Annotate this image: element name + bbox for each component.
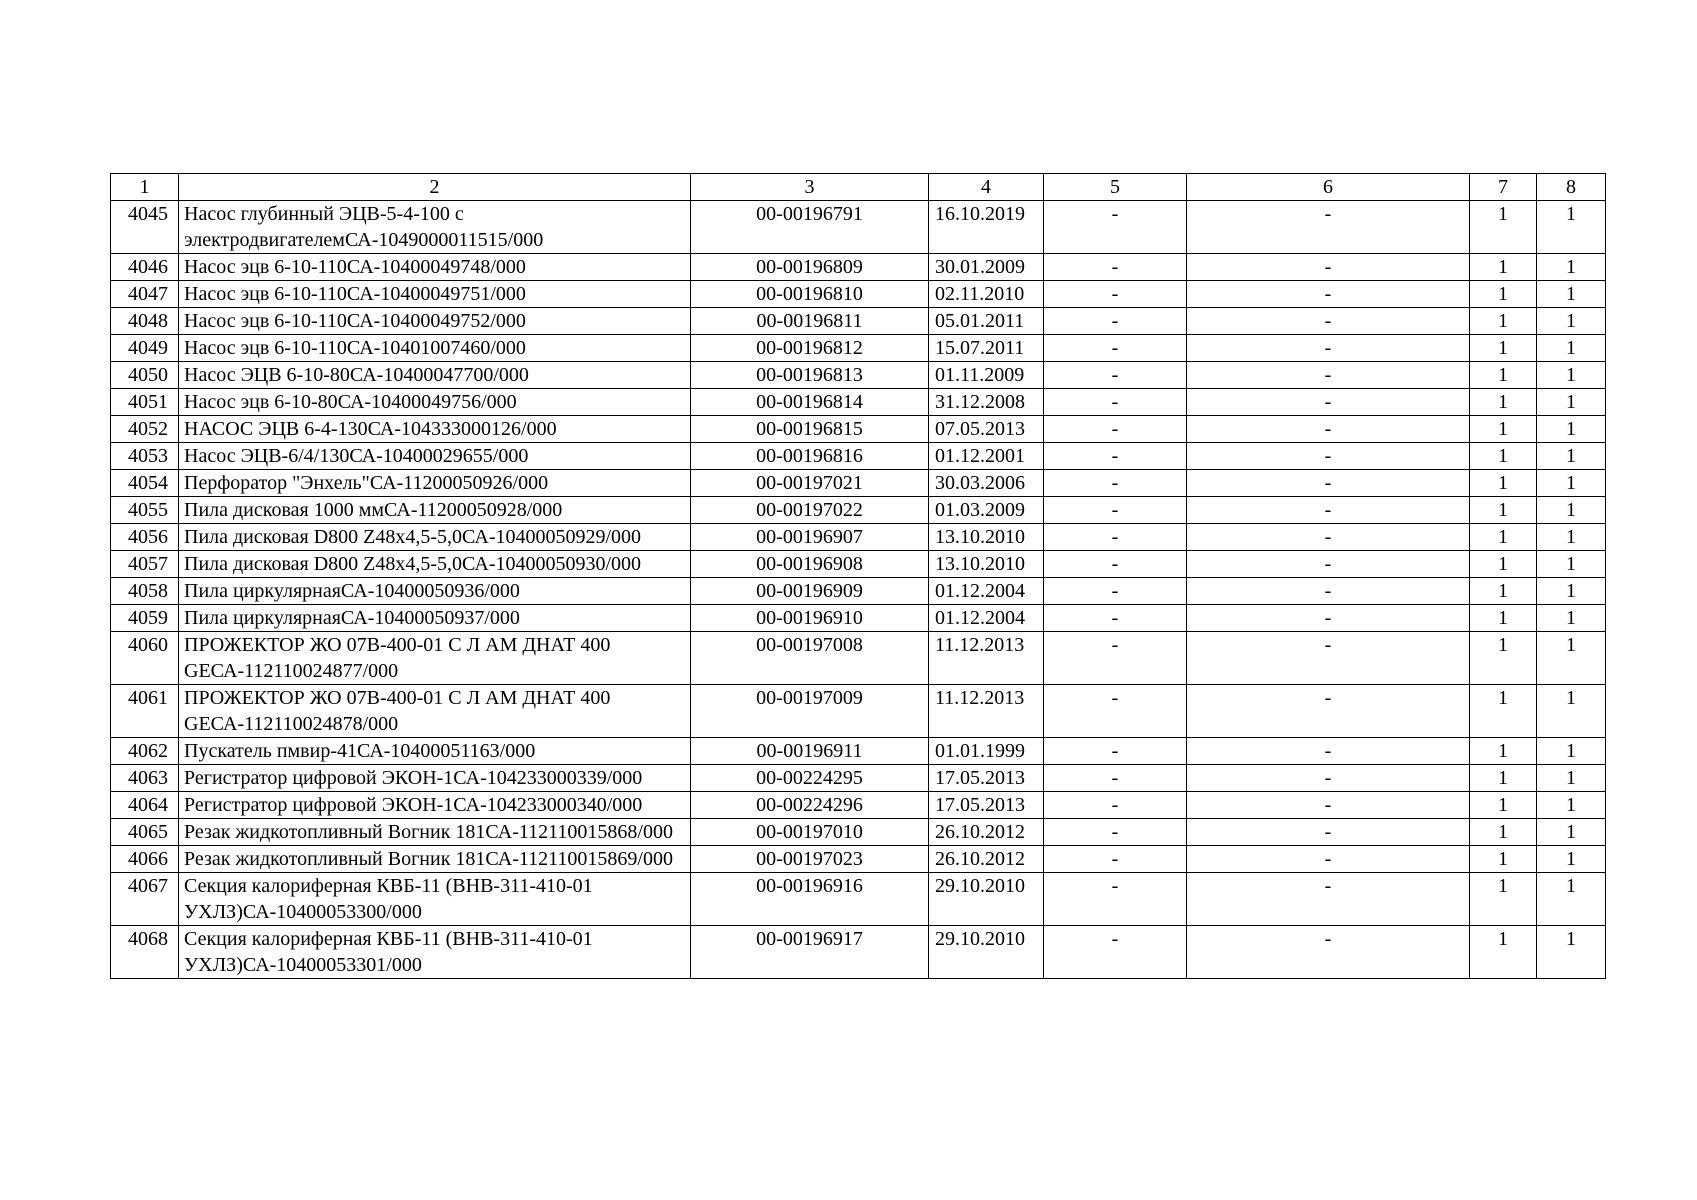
inventory-number-cell: 00-00197010	[691, 819, 929, 846]
inventory-number-cell: 00-00196814	[691, 389, 929, 416]
column-5-cell: -	[1044, 308, 1187, 335]
item-name-cell: Насос ЭЦВ-6/4/130СА-10400029655/000	[179, 443, 691, 470]
table-row	[111, 819, 1606, 846]
table-row	[111, 524, 1606, 551]
date-cell: 02.11.2010	[929, 281, 1044, 308]
column-5-cell: -	[1044, 362, 1187, 389]
date-cell: 16.10.2019	[929, 201, 1044, 254]
column-8-cell: 1	[1537, 926, 1606, 979]
column-header: 2	[179, 174, 691, 201]
column-5-cell: -	[1044, 738, 1187, 765]
column-5-cell: -	[1044, 632, 1187, 685]
row-number-cell: 4045	[111, 201, 179, 254]
column-8-cell: 1	[1537, 335, 1606, 362]
column-8-cell: 1	[1537, 416, 1606, 443]
row-number-cell: 4061	[111, 685, 179, 738]
column-5-cell: -	[1044, 873, 1187, 926]
item-name-cell: Регистратор цифровой ЭКОН-1СА-104233000340/000	[179, 792, 691, 819]
inventory-number-cell: 00-00196816	[691, 443, 929, 470]
row-number-cell: 4046	[111, 254, 179, 281]
row-number-cell: 4050	[111, 362, 179, 389]
column-8-cell: 1	[1537, 632, 1606, 685]
inventory-number-cell: 00-00196810	[691, 281, 929, 308]
item-name-cell: Пила циркулярнаяСА-10400050937/000	[179, 605, 691, 632]
column-6-cell: -	[1187, 819, 1470, 846]
item-name-cell: Регистратор цифровой ЭКОН-1СА-104233000339/000	[179, 765, 691, 792]
column-6-cell: -	[1187, 765, 1470, 792]
column-5-cell: -	[1044, 389, 1187, 416]
date-cell: 26.10.2012	[929, 846, 1044, 873]
column-7-cell: 1	[1470, 685, 1537, 738]
row-number-cell: 4068	[111, 926, 179, 979]
column-7-cell: 1	[1470, 846, 1537, 873]
column-7-cell: 1	[1470, 335, 1537, 362]
date-cell: 05.01.2011	[929, 308, 1044, 335]
column-7-cell: 1	[1470, 578, 1537, 605]
date-cell: 01.03.2009	[929, 497, 1044, 524]
header-row	[111, 174, 1606, 201]
column-6-cell: -	[1187, 846, 1470, 873]
row-number-cell: 4052	[111, 416, 179, 443]
item-name-cell: Пила циркулярнаяСА-10400050936/000	[179, 578, 691, 605]
date-cell: 13.10.2010	[929, 551, 1044, 578]
row-number-cell: 4056	[111, 524, 179, 551]
row-number-cell: 4055	[111, 497, 179, 524]
inventory-number-cell: 00-00196813	[691, 362, 929, 389]
row-number-cell: 4053	[111, 443, 179, 470]
item-name-cell: ПРОЖЕКТОР ЖО 07В-400-01 С Л АМ ДНАТ 400 GЕСА-112110024878/000	[179, 685, 691, 738]
column-6-cell: -	[1187, 335, 1470, 362]
date-cell: 11.12.2013	[929, 685, 1044, 738]
column-6-cell: -	[1187, 281, 1470, 308]
date-cell: 17.05.2013	[929, 792, 1044, 819]
item-name-cell: ПРОЖЕКТОР ЖО 07В-400-01 С Л АМ ДНАТ 400 GЕСА-112110024877/000	[179, 632, 691, 685]
inventory-number-cell: 00-00197009	[691, 685, 929, 738]
item-name-cell: Резак жидкотопливный Вогник 181СА-112110015869/000	[179, 846, 691, 873]
column-7-cell: 1	[1470, 738, 1537, 765]
column-6-cell: -	[1187, 470, 1470, 497]
column-8-cell: 1	[1537, 201, 1606, 254]
column-7-cell: 1	[1470, 308, 1537, 335]
column-6-cell: -	[1187, 443, 1470, 470]
column-6-cell: -	[1187, 926, 1470, 979]
column-7-cell: 1	[1470, 819, 1537, 846]
column-8-cell: 1	[1537, 605, 1606, 632]
column-5-cell: -	[1044, 819, 1187, 846]
column-7-cell: 1	[1470, 632, 1537, 685]
inventory-number-cell: 00-00196811	[691, 308, 929, 335]
inventory-number-cell: 00-00196917	[691, 926, 929, 979]
date-cell: 15.07.2011	[929, 335, 1044, 362]
item-name-cell: Секция калориферная КВБ-11 (ВНВ-311-410-01 УХЛЗ)СА-10400053300/000	[179, 873, 691, 926]
inventory-table	[110, 173, 1606, 979]
inventory-number-cell: 00-00196815	[691, 416, 929, 443]
column-5-cell: -	[1044, 335, 1187, 362]
row-number-cell: 4054	[111, 470, 179, 497]
column-8-cell: 1	[1537, 470, 1606, 497]
row-number-cell: 4051	[111, 389, 179, 416]
column-8-cell: 1	[1537, 873, 1606, 926]
table-row	[111, 632, 1606, 685]
item-name-cell: Насос эцв 6-10-80СА-10400049756/000	[179, 389, 691, 416]
column-6-cell: -	[1187, 578, 1470, 605]
column-7-cell: 1	[1470, 792, 1537, 819]
column-8-cell: 1	[1537, 362, 1606, 389]
column-7-cell: 1	[1470, 497, 1537, 524]
column-6-cell: -	[1187, 308, 1470, 335]
column-5-cell: -	[1044, 551, 1187, 578]
table-body	[111, 174, 1606, 979]
column-7-cell: 1	[1470, 443, 1537, 470]
date-cell: 07.05.2013	[929, 416, 1044, 443]
table-row	[111, 362, 1606, 389]
column-5-cell: -	[1044, 497, 1187, 524]
row-number-cell: 4059	[111, 605, 179, 632]
column-6-cell: -	[1187, 362, 1470, 389]
row-number-cell: 4066	[111, 846, 179, 873]
column-8-cell: 1	[1537, 497, 1606, 524]
column-5-cell: -	[1044, 846, 1187, 873]
column-5-cell: -	[1044, 926, 1187, 979]
column-8-cell: 1	[1537, 281, 1606, 308]
item-name-cell: Перфоратор "Энхель"СА-11200050926/000	[179, 470, 691, 497]
row-number-cell: 4060	[111, 632, 179, 685]
column-5-cell: -	[1044, 470, 1187, 497]
item-name-cell: Резак жидкотопливный Вогник 181СА-112110015868/000	[179, 819, 691, 846]
date-cell: 26.10.2012	[929, 819, 1044, 846]
table-row	[111, 605, 1606, 632]
row-number-cell: 4065	[111, 819, 179, 846]
column-7-cell: 1	[1470, 389, 1537, 416]
date-cell: 29.10.2010	[929, 873, 1044, 926]
inventory-number-cell: 00-00197008	[691, 632, 929, 685]
column-6-cell: -	[1187, 254, 1470, 281]
column-5-cell: -	[1044, 524, 1187, 551]
column-6-cell: -	[1187, 605, 1470, 632]
inventory-number-cell: 00-00196909	[691, 578, 929, 605]
table-row	[111, 470, 1606, 497]
date-cell: 01.01.1999	[929, 738, 1044, 765]
table-row	[111, 846, 1606, 873]
column-5-cell: -	[1044, 254, 1187, 281]
inventory-number-cell: 00-00224296	[691, 792, 929, 819]
table-row	[111, 738, 1606, 765]
date-cell: 30.03.2006	[929, 470, 1044, 497]
item-name-cell: Насос глубинный ЭЦВ-5-4-100 с электродвигателемСА-1049000011515/000	[179, 201, 691, 254]
item-name-cell: Насос эцв 6-10-110СА-10400049751/000	[179, 281, 691, 308]
table-row	[111, 281, 1606, 308]
column-5-cell: -	[1044, 605, 1187, 632]
column-header: 6	[1187, 174, 1470, 201]
column-5-cell: -	[1044, 765, 1187, 792]
table-row	[111, 497, 1606, 524]
row-number-cell: 4062	[111, 738, 179, 765]
column-5-cell: -	[1044, 685, 1187, 738]
column-header: 5	[1044, 174, 1187, 201]
column-8-cell: 1	[1537, 308, 1606, 335]
column-8-cell: 1	[1537, 524, 1606, 551]
table-row	[111, 685, 1606, 738]
column-6-cell: -	[1187, 497, 1470, 524]
column-header: 7	[1470, 174, 1537, 201]
column-8-cell: 1	[1537, 254, 1606, 281]
table-row	[111, 578, 1606, 605]
table-row	[111, 551, 1606, 578]
column-6-cell: -	[1187, 685, 1470, 738]
column-header: 3	[691, 174, 929, 201]
inventory-number-cell: 00-00196809	[691, 254, 929, 281]
inventory-number-cell: 00-00224295	[691, 765, 929, 792]
column-header: 4	[929, 174, 1044, 201]
column-8-cell: 1	[1537, 765, 1606, 792]
item-name-cell: Секция калориферная КВБ-11 (ВНВ-311-410-01 УХЛЗ)СА-10400053301/000	[179, 926, 691, 979]
item-name-cell: Пила дисковая 1000 ммСА-11200050928/000	[179, 497, 691, 524]
column-8-cell: 1	[1537, 685, 1606, 738]
column-5-cell: -	[1044, 416, 1187, 443]
column-7-cell: 1	[1470, 254, 1537, 281]
inventory-number-cell: 00-00197023	[691, 846, 929, 873]
column-7-cell: 1	[1470, 551, 1537, 578]
date-cell: 11.12.2013	[929, 632, 1044, 685]
column-6-cell: -	[1187, 738, 1470, 765]
item-name-cell: Насос эцв 6-10-110СА-10400049752/000	[179, 308, 691, 335]
item-name-cell: Насос эцв 6-10-110СА-10401007460/000	[179, 335, 691, 362]
column-8-cell: 1	[1537, 846, 1606, 873]
table-row	[111, 308, 1606, 335]
row-number-cell: 4063	[111, 765, 179, 792]
table-row	[111, 926, 1606, 979]
date-cell: 01.11.2009	[929, 362, 1044, 389]
table-row	[111, 443, 1606, 470]
row-number-cell: 4057	[111, 551, 179, 578]
column-5-cell: -	[1044, 201, 1187, 254]
inventory-number-cell: 00-00196911	[691, 738, 929, 765]
item-name-cell: Насос эцв 6-10-110СА-10400049748/000	[179, 254, 691, 281]
row-number-cell: 4058	[111, 578, 179, 605]
column-7-cell: 1	[1470, 926, 1537, 979]
item-name-cell: Пила дисковая D800 Z48х4,5-5,0СА-10400050930/000	[179, 551, 691, 578]
column-header: 8	[1537, 174, 1606, 201]
column-7-cell: 1	[1470, 281, 1537, 308]
column-5-cell: -	[1044, 443, 1187, 470]
column-8-cell: 1	[1537, 551, 1606, 578]
table-row	[111, 389, 1606, 416]
item-name-cell: Пускатель пмвир-41СА-10400051163/000	[179, 738, 691, 765]
column-8-cell: 1	[1537, 819, 1606, 846]
table-row	[111, 873, 1606, 926]
column-6-cell: -	[1187, 632, 1470, 685]
table-row	[111, 765, 1606, 792]
column-6-cell: -	[1187, 792, 1470, 819]
column-8-cell: 1	[1537, 443, 1606, 470]
column-7-cell: 1	[1470, 362, 1537, 389]
inventory-number-cell: 00-00197021	[691, 470, 929, 497]
column-5-cell: -	[1044, 578, 1187, 605]
date-cell: 29.10.2010	[929, 926, 1044, 979]
column-6-cell: -	[1187, 524, 1470, 551]
table-row	[111, 416, 1606, 443]
column-6-cell: -	[1187, 873, 1470, 926]
inventory-number-cell: 00-00196908	[691, 551, 929, 578]
column-8-cell: 1	[1537, 792, 1606, 819]
date-cell: 30.01.2009	[929, 254, 1044, 281]
column-6-cell: -	[1187, 416, 1470, 443]
date-cell: 17.05.2013	[929, 765, 1044, 792]
column-7-cell: 1	[1470, 470, 1537, 497]
row-number-cell: 4064	[111, 792, 179, 819]
column-7-cell: 1	[1470, 201, 1537, 254]
table-row	[111, 792, 1606, 819]
column-6-cell: -	[1187, 389, 1470, 416]
row-number-cell: 4049	[111, 335, 179, 362]
column-7-cell: 1	[1470, 605, 1537, 632]
date-cell: 01.12.2004	[929, 605, 1044, 632]
column-7-cell: 1	[1470, 873, 1537, 926]
inventory-number-cell: 00-00196907	[691, 524, 929, 551]
column-8-cell: 1	[1537, 389, 1606, 416]
column-8-cell: 1	[1537, 578, 1606, 605]
row-number-cell: 4048	[111, 308, 179, 335]
column-5-cell: -	[1044, 281, 1187, 308]
item-name-cell: Пила дисковая D800 Z48х4,5-5,0СА-10400050929/000	[179, 524, 691, 551]
inventory-number-cell: 00-00196812	[691, 335, 929, 362]
column-header: 1	[111, 174, 179, 201]
column-7-cell: 1	[1470, 524, 1537, 551]
table-row	[111, 254, 1606, 281]
column-7-cell: 1	[1470, 416, 1537, 443]
date-cell: 13.10.2010	[929, 524, 1044, 551]
table-row	[111, 201, 1606, 254]
column-8-cell: 1	[1537, 738, 1606, 765]
date-cell: 01.12.2004	[929, 578, 1044, 605]
row-number-cell: 4047	[111, 281, 179, 308]
table-row	[111, 335, 1606, 362]
inventory-number-cell: 00-00196791	[691, 201, 929, 254]
column-6-cell: -	[1187, 201, 1470, 254]
column-7-cell: 1	[1470, 765, 1537, 792]
inventory-number-cell: 00-00197022	[691, 497, 929, 524]
inventory-number-cell: 00-00196910	[691, 605, 929, 632]
date-cell: 01.12.2001	[929, 443, 1044, 470]
row-number-cell: 4067	[111, 873, 179, 926]
column-6-cell: -	[1187, 551, 1470, 578]
date-cell: 31.12.2008	[929, 389, 1044, 416]
column-5-cell: -	[1044, 792, 1187, 819]
item-name-cell: Насос ЭЦВ 6-10-80СА-10400047700/000	[179, 362, 691, 389]
item-name-cell: НАСОС ЭЦВ 6-4-130СА-104333000126/000	[179, 416, 691, 443]
inventory-number-cell: 00-00196916	[691, 873, 929, 926]
